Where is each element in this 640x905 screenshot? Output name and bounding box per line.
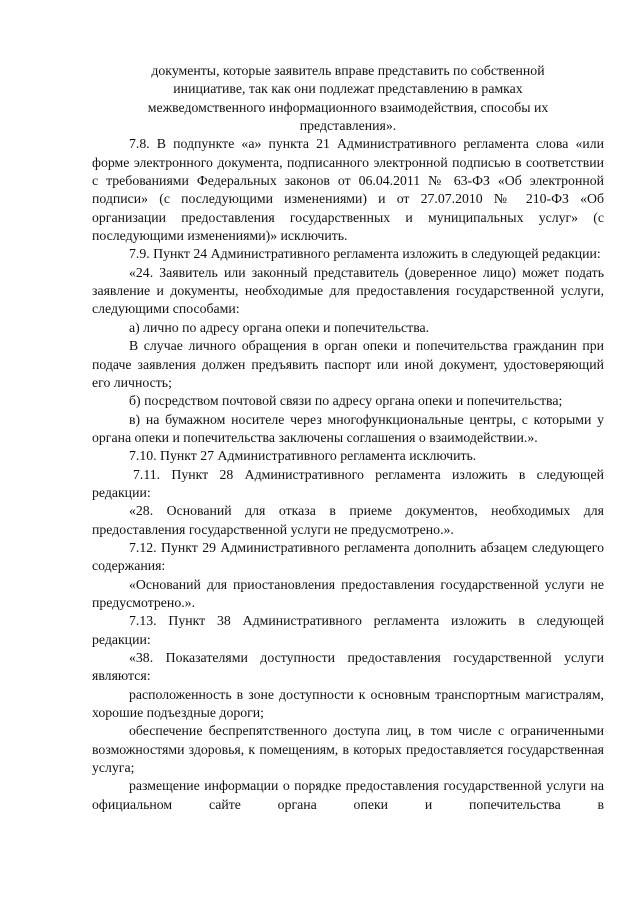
paragraph-7-11: 7.11. Пункт 28 Административного регламента изложить в следующей редакции: [92,466,604,500]
paragraph-7-8: 7.8. В подпункте «а» пункта 21 Административного регламента слова «или форме электронного документа, подписанного электронной подписью в соответствии с требованиями Федеральных законов от 06.04.2011 № 63-ФЗ «Об электронной подписи» (с последующими изменениями) и от 27.07.2010 № 210-ФЗ «Об организации предоставления государственных и муниципальных услуг» (с последующими изменениями)» исключить. [92,136,604,244]
paragraph-personal-visit: В случае личного обращения в орган опеки и попечительства гражданин при подаче заявления должен предъявить паспорт или иной документ, удостоверяющий его личность; [92,338,604,390]
paragraph-7-10: 7.10. Пункт 27 Административного регламента исключить. [129,448,477,464]
paragraph-24-v: в) на бумажном носителе через многофункциональные центры, с которыми у органа опеки и попечительства заключены соглашения о взаимодействии.». [92,411,604,445]
paragraph-29-addition: «Оснований для приостановления предоставления государственной услуги не предусмотрено.». [92,576,604,610]
paragraph-7-12: 7.12. Пункт 29 Административного регламента дополнить абзацем следующего содержания: [92,539,604,574]
paragraph-24-b: б) посредством почтовой связи по адресу органа опеки и попечительства; [129,393,563,409]
paragraph-28: «28. Оснований для отказа в приеме документов, необходимых для предоставления государственной услуги не предусмотрено.». [92,503,604,537]
paragraph-38: «38. Показателями доступности предоставления государственной услуги являются: [92,650,604,684]
paragraph-24-a: а) лично по адресу органа опеки и попечительства. [129,319,430,335]
paragraph-7-9: 7.9. Пункт 24 Административного регламента изложить в следующей редакции: [129,246,601,262]
intro-text: документы, которые заявитель вправе представить по собственной инициативе, так как они подлежат представлению в рамках межведомственного информационного взаимодействия, способы их представления». [147,63,549,134]
document-page [92,62,604,814]
paragraph-location: расположенность в зоне доступности к основным транспортным магистралям, хорошие подъездные дороги; [92,686,604,721]
paragraph-7-13: 7.13. Пункт 38 Административного регламента изложить в следующей редакции: [92,613,604,647]
paragraph-24: «24. Заявитель или законный представитель (доверенное лицо) может подать заявление и документы, необходимые для предоставления государственной услуги, следующими способами: [92,264,604,317]
paragraph-info-placement: размещение информации о порядке предоставления государственной услуги на официальном сайте органа опеки и попечительства в [92,778,604,812]
paragraph-access: обеспечение беспрепятственного доступа лиц, в том числе с ограниченными возможностями здоровья, к помещениям, в которых предоставляется государственная услуга; [92,723,604,776]
